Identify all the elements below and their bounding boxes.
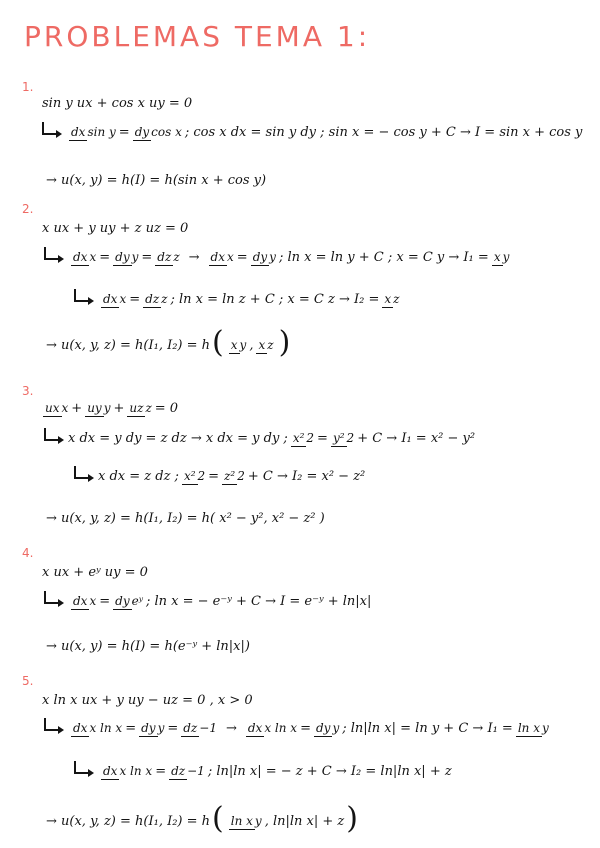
fraction: x z [258,337,274,352]
paren-open: ( [212,325,224,360]
hook-arrow-icon [44,591,60,604]
result-text: , ln|ln x| + z [264,813,345,829]
fraction: dx x ln x [247,721,298,735]
result [46,174,266,187]
arrow-icon: → [188,250,200,265]
result-text: → u(x, y, z) = h(I₁, I₂) = h( x² − y², x² − z² ) [46,511,325,526]
fraction: dy eʸ [115,594,143,608]
solution-step: dx x ln x = dy y = dz −1 → dx x ln x = dy y ; ln|ln x| = ln y + C → I₁ = ln x y [44,720,552,737]
equation [42,97,192,110]
solution-step: x dx = z dz ; x² 2 = z² 2 + C → I₂ = x² − z² [74,468,365,485]
problem-number: 1. [22,80,34,94]
fraction: x y [493,250,510,264]
paren-close: ) [278,325,291,360]
solution-step: dx x = dy eʸ ; ln x = − e⁻ʸ + C → I = e⁻ʸ + ln|x| [44,593,371,610]
equation [42,566,148,579]
fraction: dx x ln x [73,721,123,735]
problem-number: 4. [22,546,34,560]
fraction: dx x [73,594,97,608]
result [46,512,325,525]
solution-step: x dx = y dy = z dz → x dx = y dy ; x² 2 = y² 2 + C → I₁ = x² − y² [44,430,475,447]
fraction: dz z [145,292,168,306]
equation-text: x ln x ux + y uy − uz = 0 , x > 0 [42,693,253,708]
step-text: ; ln|ln x| = ln y + C → I₁ = [342,721,513,736]
equation-text: sin y ux + cos x uy = 0 [42,96,193,111]
fraction: x² 2 [183,469,206,483]
hook-arrow-icon [74,466,90,479]
equation-text: x ux + y uy + z uz = 0 [42,221,189,236]
fraction: dx sin y [71,125,116,139]
result [46,801,360,836]
paren-close: ) [346,801,358,836]
step-text: ; ln|ln x| = − z + C → I₂ = ln|ln x| + z [207,764,452,779]
comma: , [249,337,254,353]
hook-arrow-icon [44,428,60,441]
step-text: ; ln x = − e⁻ʸ + C → I = e⁻ʸ + ln|x| [145,594,372,609]
fraction: y² 2 [332,431,355,445]
fraction: ln x y [517,721,549,735]
equation-end: = 0 [154,401,179,416]
hook-arrow-icon [44,718,60,731]
fraction: dz z [157,250,180,264]
result [46,640,250,653]
fraction: dx x [73,250,97,264]
fraction: dy y [141,721,165,735]
solution-step: dx x ln x = dz −1 ; ln|ln x| = − z + C → I₂ = ln|ln x| + z [74,763,452,780]
solution-step: dx x = dy y = dz z → dx x = dy y ; ln x = ln y + C ; x = C y → I₁ = x y [44,249,512,266]
problem-number: 2. [22,202,34,216]
fraction: dy y [315,721,340,735]
fraction: x y [230,337,247,352]
result [46,325,292,360]
hook-arrow-icon [74,761,90,774]
result-text: → u(x, y) = h(I) = h(sin x + cos y) [46,173,267,188]
equals: = [118,125,130,140]
problem-number: 3. [22,384,34,398]
solution-step: dx x = dz z ; ln x = ln z + C ; x = C z → I₂ = x z [74,291,402,308]
fraction: dy y [252,250,276,264]
equation: ux x + uy y + uz z = 0 [45,401,179,416]
fraction: x z [384,292,400,306]
fraction: uy y [87,401,111,415]
equation-text: x ux + eʸ uy = 0 [42,565,148,580]
solution-step [42,124,582,141]
step-text: x dx = z dz ; [98,469,179,484]
hook-arrow-icon [42,122,58,135]
result-text: → u(x, y) = h(I) = h(e⁻ʸ + ln|x|) [46,639,250,654]
page-title: PROBLEMAS TEMA 1: [24,20,371,53]
fraction: dx x [210,250,234,264]
fraction: ux x [45,401,69,415]
fraction: uz z [129,401,152,415]
result-text: → u(x, y, z) = h(I₁, I₂) = h [46,337,211,353]
paren-open: ( [212,801,224,836]
arrow-icon: → [225,721,237,736]
hook-arrow-icon [74,289,90,302]
step-text: ; ln x = ln z + C ; x = C z → I₂ = [170,292,380,307]
step-text: + C → I₁ = x² − y² [357,431,476,446]
step-text: + C → I₂ = x² − z² [247,469,366,484]
equation [42,222,188,235]
fraction: x² 2 [292,431,315,445]
hook-arrow-icon [44,247,60,260]
fraction: dy cos x [134,125,182,139]
equation [42,694,253,707]
fraction: dy y [115,250,139,264]
fraction: ln x y [230,813,262,828]
fraction: dz −1 [171,764,205,778]
fraction: z² 2 [224,469,245,483]
fraction: dx x [103,292,127,306]
fraction: dz −1 [183,721,217,735]
step-text: ; cos x dx = sin y dy ; sin x = − cos y + C → I = sin x + cos y [184,125,583,140]
fraction: dx x ln x [103,764,153,778]
problem-number: 5. [22,674,34,688]
result-text: → u(x, y, z) = h(I₁, I₂) = h [46,813,211,829]
step-text: x dx = y dy = z dz → x dx = y dy ; [68,431,288,446]
step-text: ; ln x = ln y + C ; x = C y → I₁ = [278,250,489,265]
